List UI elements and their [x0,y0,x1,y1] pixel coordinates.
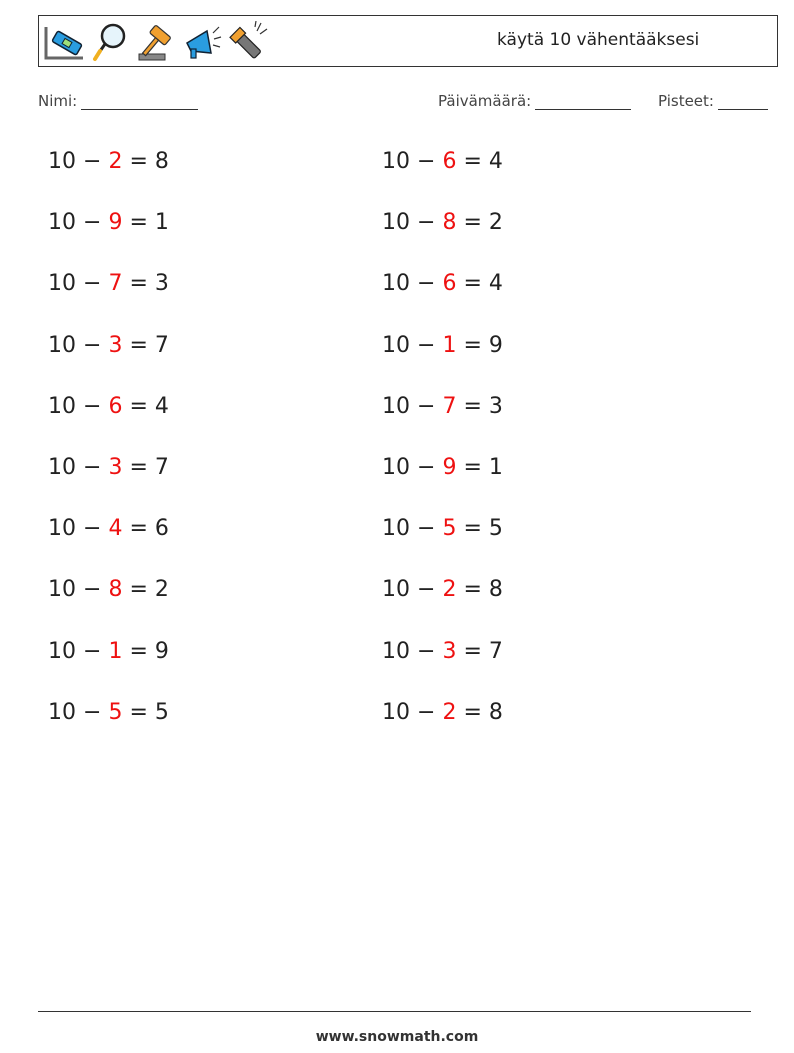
subtrahend: 8 [442,210,457,236]
difference: 9 [488,332,503,358]
equals-sign: = [463,149,482,174]
minus-sign: − [417,455,436,480]
difference: 8 [154,149,169,174]
difference: 4 [154,393,169,419]
equals-sign: = [463,455,482,480]
subtrahend: 8 [108,577,123,603]
minuend: 10 [48,332,76,358]
minus-sign: − [83,516,102,542]
problem-item [382,699,503,727]
subtrahend: 3 [108,332,123,358]
name-field [38,92,198,110]
minus-sign: − [83,699,102,725]
minus-sign: − [83,638,102,664]
date-line[interactable] [535,93,631,110]
magnifying-glass-icon [89,21,131,63]
problem-item [382,576,503,604]
problem-item [48,576,169,604]
date-field [438,92,631,110]
minus-sign: − [417,516,436,542]
equals-sign: = [463,393,482,419]
problem-item [48,209,169,237]
equals-sign: = [463,638,482,664]
equals-sign: = [129,699,148,725]
equals-sign: = [129,332,148,358]
difference: 3 [154,271,169,297]
subtrahend: 7 [108,271,123,297]
minuend: 10 [382,516,410,542]
equals-sign: = [129,271,148,297]
difference: 8 [488,699,503,725]
date-label: Päivämäärä: [438,92,532,110]
problem-item [48,332,169,360]
subtrahend: 1 [442,332,457,358]
problem-item [382,393,503,421]
minuend: 10 [382,577,410,603]
minus-sign: − [83,271,102,297]
minuend: 10 [48,516,76,542]
difference: 4 [488,271,503,297]
equals-sign: = [129,577,148,603]
flashlight-icon [227,21,269,63]
spirit-level-icon [43,21,85,63]
minus-sign: − [83,332,102,358]
problem-item [48,454,169,482]
worksheet-header [38,15,778,67]
minus-sign: − [83,455,102,480]
minus-sign: − [417,332,436,358]
equals-sign: = [463,332,482,358]
subtrahend: 6 [108,393,123,419]
equals-sign: = [463,210,482,236]
problem-item [48,515,169,543]
minuend: 10 [48,455,76,480]
difference: 5 [488,516,503,542]
minus-sign: − [417,393,436,419]
minuend: 10 [48,149,76,174]
equals-sign: = [129,638,148,664]
subtrahend: 2 [108,149,123,174]
problem-item [48,393,169,421]
minus-sign: − [417,699,436,725]
difference: 7 [154,332,169,358]
subtrahend: 4 [108,516,123,542]
score-label: Pisteet: [658,92,714,110]
minuend: 10 [48,393,76,419]
equals-sign: = [129,149,148,174]
difference: 8 [488,577,503,603]
equals-sign: = [129,516,148,542]
name-label: Nimi: [38,92,78,110]
minus-sign: − [83,577,102,603]
problem-item [382,270,503,298]
subtrahend: 5 [108,699,123,725]
minuend: 10 [382,210,410,236]
score-field [658,92,768,110]
minus-sign: − [417,149,436,174]
problem-item [382,454,503,482]
minuend: 10 [382,638,410,664]
worksheet-title: käytä 10 vähentääksesi [497,30,700,50]
subtrahend: 9 [442,455,457,480]
minuend: 10 [382,699,410,725]
subtrahend: 3 [108,455,123,480]
problem-item [48,148,169,176]
gavel-icon [135,21,177,63]
problem-item [382,515,503,543]
equals-sign: = [463,577,482,603]
minuend: 10 [48,638,76,664]
equals-sign: = [463,516,482,542]
subtrahend: 3 [442,638,457,664]
difference: 6 [154,516,169,542]
difference: 4 [488,149,503,174]
problem-item [382,148,503,176]
megaphone-icon [181,21,223,63]
difference: 1 [154,210,169,236]
minuend: 10 [382,455,410,480]
footer-url: www.snowmath.com [315,1029,479,1045]
footer-divider [38,1011,751,1012]
subtrahend: 7 [442,393,457,419]
problem-item [48,638,169,666]
difference: 3 [488,393,503,419]
equals-sign: = [463,699,482,725]
problem-item [48,270,169,298]
difference: 2 [154,577,169,603]
equals-sign: = [463,271,482,297]
problem-item [382,209,503,237]
score-line[interactable] [718,93,768,110]
minuend: 10 [382,149,410,174]
subtrahend: 2 [442,699,457,725]
equals-sign: = [129,455,148,480]
minuend: 10 [48,699,76,725]
subtrahend: 6 [442,271,457,297]
difference: 9 [154,638,169,664]
minuend: 10 [382,393,410,419]
minuend: 10 [48,577,76,603]
subtrahend: 1 [108,638,123,664]
minus-sign: − [417,638,436,664]
equals-sign: = [129,393,148,419]
problem-item [382,638,503,666]
difference: 7 [488,638,503,664]
minus-sign: − [83,210,102,236]
subtrahend: 5 [442,516,457,542]
subtrahend: 2 [442,577,457,603]
equals-sign: = [129,210,148,236]
minus-sign: − [417,210,436,236]
subtrahend: 6 [442,149,457,174]
difference: 5 [154,699,169,725]
problem-item [48,699,169,727]
difference: 2 [488,210,503,236]
subtrahend: 9 [108,210,123,236]
problem-item [382,332,503,360]
minus-sign: − [417,577,436,603]
minus-sign: − [83,393,102,419]
difference: 1 [488,455,503,480]
minus-sign: − [417,271,436,297]
minuend: 10 [382,271,410,297]
minuend: 10 [48,210,76,236]
minuend: 10 [48,271,76,297]
minuend: 10 [382,332,410,358]
difference: 7 [154,455,169,480]
minus-sign: − [83,149,102,174]
header-icons [43,19,269,65]
name-line[interactable] [81,93,198,110]
